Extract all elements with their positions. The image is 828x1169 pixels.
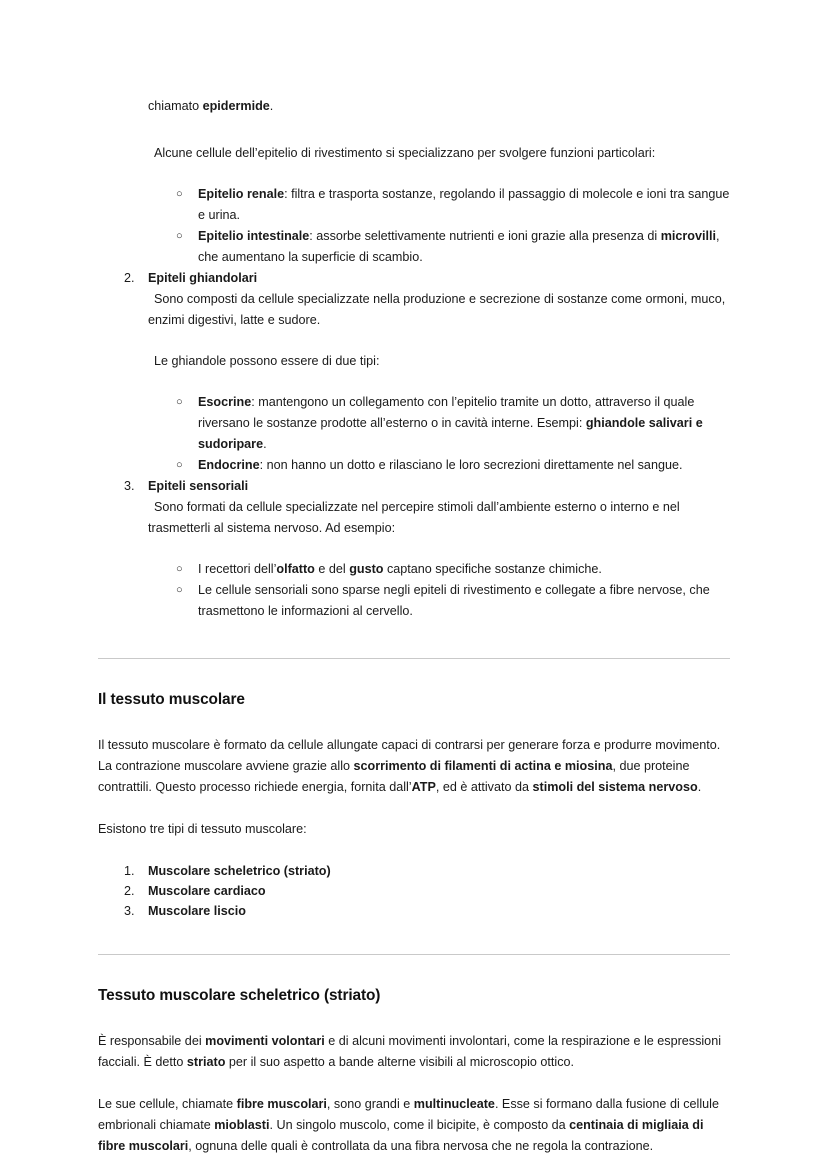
list-item	[98, 881, 730, 901]
term-fibre-muscolari: fibre muscolari	[236, 1097, 327, 1111]
text-run: , due proteine contrattili. Questo processo richiede energia, fornita dall’	[98, 759, 690, 794]
spacer	[98, 622, 730, 658]
list-item	[98, 455, 730, 476]
term-epitelio-renale: Epitelio renale	[198, 187, 285, 201]
text-run: Le sue cellule, chiamate	[98, 1097, 237, 1111]
list-item-text-before: : assorbe selettivamente nutrienti e ioni grazie alla presenza di	[309, 229, 661, 243]
spacer	[98, 921, 730, 954]
term-epitelio-intestinale: Epitelio intestinale	[198, 229, 310, 243]
list-marker: 1.	[124, 864, 135, 878]
list-item-text: : filtra e trasporta sostanze, regolando il passaggio di molecole e ioni tra sangue e urina.	[198, 187, 730, 222]
term-striato: striato	[186, 1055, 226, 1069]
text-run: , ed è attivato da	[435, 780, 533, 794]
muscle-tissue-section	[98, 689, 730, 921]
text-run: , sono grandi e	[326, 1097, 414, 1111]
gland-sub-list-wrapper	[98, 392, 730, 476]
intro-prefix: chiamato	[148, 99, 203, 113]
spacer	[98, 659, 730, 689]
gland-sub-lead-in: Le ghiandole possono essere di due tipi:	[154, 354, 380, 368]
spacer	[98, 955, 730, 985]
list-item-label: Muscolare liscio	[148, 904, 246, 918]
text-run: , ognuna delle quali è controllata da una fibra nervosa che ne regola la contrazione.	[188, 1139, 654, 1153]
list-item-text: : non hanno un dotto e rilasciano le loro secrezioni direttamente nel sangue.	[259, 458, 683, 472]
muscle-types-list	[98, 861, 730, 921]
spacer	[148, 372, 730, 392]
list-item-body: Sono composti da cellule specializzate nella produzione e secrezione di sostanze come ormoni, muco, enzimi digestivi, latte e sudore.	[148, 292, 726, 327]
section-heading-muscle: Il tessuto muscolare	[98, 691, 245, 708]
text-run: .	[697, 780, 702, 794]
list-item	[98, 861, 730, 881]
list-marker: 3.	[124, 479, 135, 493]
intro-line-block	[98, 96, 730, 117]
intro-bold-term: epidermide	[202, 99, 270, 113]
term-atp: ATP	[411, 780, 436, 794]
list-item	[98, 226, 730, 268]
list-item	[98, 901, 730, 921]
specialized-cells-list	[98, 184, 730, 268]
epithelium-section	[98, 96, 730, 622]
list-item-text-after: .	[263, 437, 267, 451]
text-run: Il tessuto muscolare è formato da cellule allungate capaci di contrarsi per generare forza e produrre movimento. La contrazione muscolare avviene grazie allo	[98, 738, 721, 773]
list-item	[98, 392, 730, 455]
list-item-epiteli-sensoriali	[98, 476, 730, 559]
spacer	[98, 164, 730, 184]
list-marker: 3.	[124, 904, 135, 918]
list-item	[98, 559, 730, 580]
text-run: . Un singolo muscolo, come il bicipite, è composto da	[269, 1118, 570, 1132]
text-run: . Esse si formano dalla fusione di cellule embrionali chiamate	[98, 1097, 719, 1132]
spacer	[98, 1007, 730, 1031]
spacer	[148, 331, 730, 351]
spacer	[98, 711, 730, 735]
text-run: e di alcuni movimenti involontari, come la respirazione e le espressioni facciali. È detto	[98, 1034, 721, 1069]
term-microvilli: microvilli	[660, 229, 716, 243]
skeletal-muscle-section	[98, 985, 730, 1157]
muscle-list-lead-in: Esistono tre tipi di tessuto muscolare:	[98, 822, 307, 836]
term-gusto: gusto	[349, 562, 384, 576]
list-item-text-after: captano specifiche sostanze chimiche.	[383, 562, 602, 576]
list-marker: 2.	[124, 271, 135, 285]
skeletal-body-block	[98, 1031, 730, 1157]
spacer	[98, 1073, 730, 1094]
spacer	[148, 539, 730, 559]
intro-suffix: .	[269, 99, 274, 113]
text-run: È responsabile dei	[98, 1034, 206, 1048]
muscle-paragraph-1	[98, 735, 730, 798]
muscle-body-block	[98, 735, 730, 840]
spacer	[98, 117, 730, 143]
skeletal-paragraph-2	[98, 1094, 730, 1157]
term-endocrine: Endocrine	[198, 458, 260, 472]
spacer	[98, 798, 730, 819]
spacer	[98, 840, 730, 861]
list-item-text-before: I recettori dell’	[198, 562, 277, 576]
term-esocrine: Esocrine	[198, 395, 252, 409]
section-heading-skeletal: Tessuto muscolare scheletrico (striato)	[98, 987, 381, 1004]
sensory-sub-list-wrapper	[98, 559, 730, 622]
gland-types-list	[98, 392, 730, 476]
list-item-epiteli-ghiandolari	[98, 268, 730, 392]
circle-bullet-icon: ○	[176, 230, 183, 242]
term-scorrimento-filamenti: scorrimento di filamenti di actina e miosina	[353, 759, 613, 773]
epithelium-lead-in: Alcune cellule dell’epitelio di rivestimento si specializzano per svolgere funzioni particolari:	[154, 146, 656, 160]
term-olfatto: olfatto	[276, 562, 315, 576]
list-item	[98, 580, 730, 622]
text-run: per il suo aspetto a bande alterne visibili al microscopio ottico.	[225, 1055, 575, 1069]
list-item-text-before: : mantengono un collegamento con l’epitelio tramite un dotto, attraverso il quale riversano le sostanze prodotte all’esterno o in cavità interne. Esempi:	[198, 395, 695, 430]
circle-bullet-icon: ○	[176, 584, 183, 596]
sensory-examples-list	[98, 559, 730, 622]
list-item-title: Epiteli ghiandolari	[148, 271, 258, 285]
list-marker: 2.	[124, 884, 135, 898]
circle-bullet-icon: ○	[176, 188, 183, 200]
epithelium-lead-in-block	[98, 143, 730, 164]
term-centinaia-migliaia: centinaia di migliaia di fibre muscolari	[98, 1118, 704, 1153]
circle-bullet-icon: ○	[176, 563, 183, 575]
term-movimenti-volontari: movimenti volontari	[205, 1034, 325, 1048]
list-item-label: Muscolare cardiaco	[148, 884, 266, 898]
list-item-text-mid: e del	[314, 562, 350, 576]
skeletal-paragraph-1	[98, 1031, 730, 1073]
circle-bullet-icon: ○	[176, 396, 183, 408]
term-multinucleate: multinucleate	[413, 1097, 495, 1111]
term-ghiandole-salivari: ghiandole salivari e sudoripare	[198, 416, 703, 451]
list-item-text-after: , che aumentano la superficie di scambio.	[198, 229, 720, 264]
term-mioblasti: mioblasti	[214, 1118, 270, 1132]
list-item-text: Le cellule sensoriali sono sparse negli epiteli di rivestimento e collegate a fibre nervose, che trasmettono le informazioni al cervello.	[198, 583, 710, 618]
epithelium-types-list	[98, 268, 730, 622]
term-stimoli-sistema-nervoso: stimoli del sistema nervoso	[532, 780, 698, 794]
list-item-title: Epiteli sensoriali	[148, 479, 249, 493]
list-item-body: Sono formati da cellule specializzate nel percepire stimoli dall’ambiente esterno o interno e nel trasmetterli al sistema nervoso. Ad esempio:	[148, 500, 680, 535]
intro-line	[148, 96, 730, 117]
circle-bullet-icon: ○	[176, 459, 183, 471]
list-item	[98, 184, 730, 226]
list-item-label: Muscolare scheletrico (striato)	[148, 864, 331, 878]
